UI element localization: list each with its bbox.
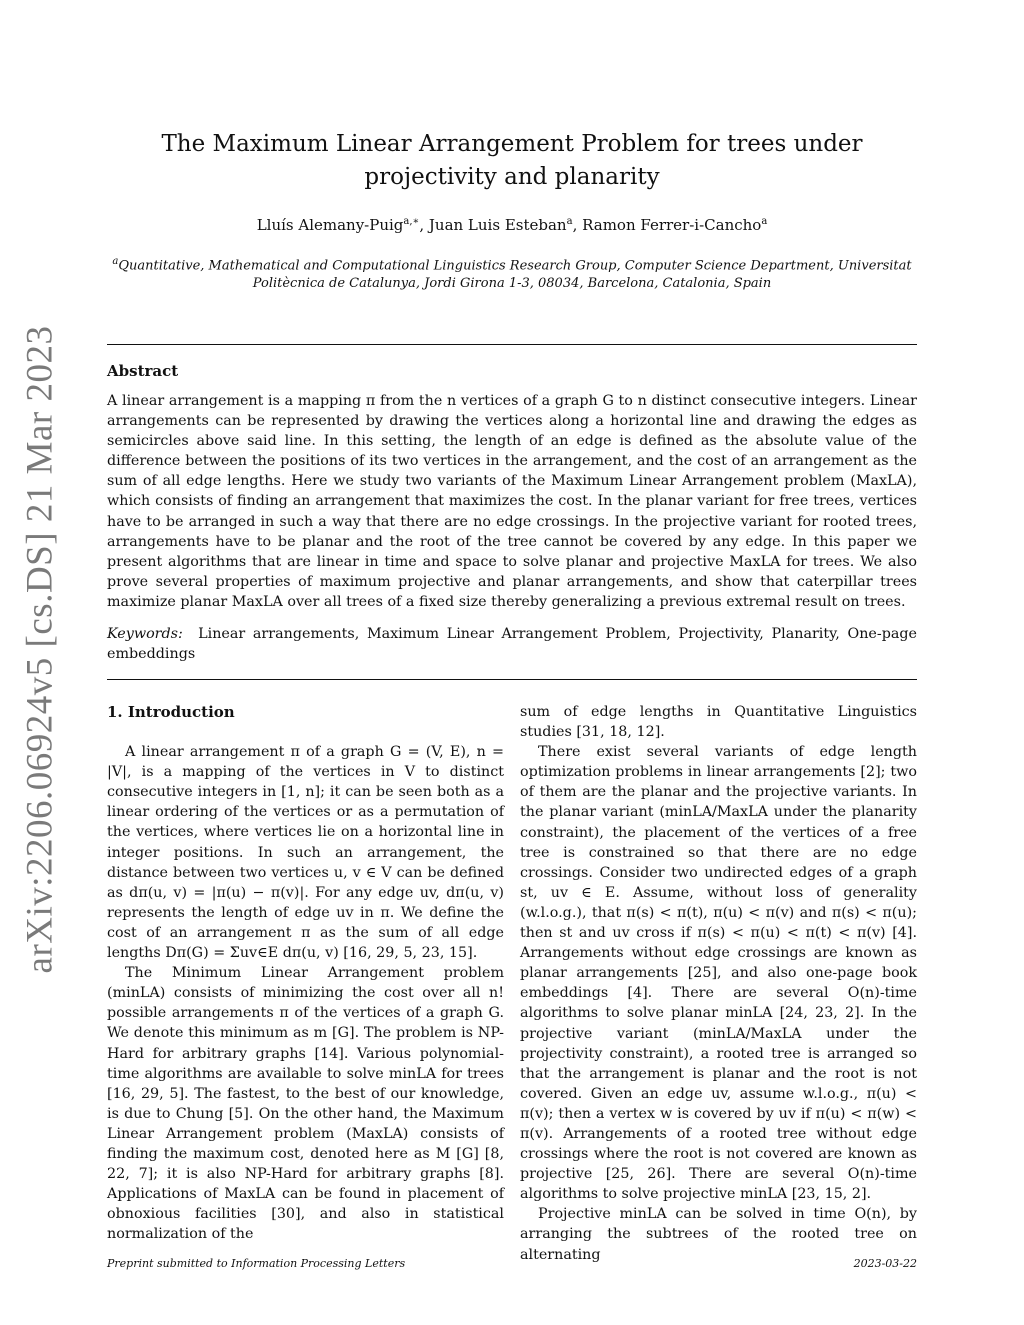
- abstract-heading: Abstract: [107, 362, 179, 380]
- right-paragraph-1: There exist several variants of edge length optimization problems in linear arrangements [2]; two of them are the planar and the projective variants. In the planar variant (minLA/MaxLA under the planarity constraint), the placement of the vertices of a free tree is constrained so that there are no edge crossings. Consider two undirected edges of a graph st, uv ∈ E. Assume, without loss of generality (w.l.o.g.), that π(s) < π(t), π(u) < π(v) and π(s) < π(u); then st and uv cross if π(s) < π(u) < π(t) < π(v) [4]. Arrangements without edge crossings are known as planar arrangements [25], and also one-page book embeddings [4]. There are several O(n)-time algorithms to solve planar minLA [24, 23, 2]. In the projective variant (minLA/MaxLA under the projectivity constraint), a rooted tree is arranged so that the arrangement is planar and the root is not covered. Given an edge uv, assume w.l.o.g., π(u) < π(v); then a vertex w is covered by uv if π(u) < π(w) < π(v). Arrangements of a rooted tree without edge crossings where the root is not covered are known as projective [25, 26]. There are several O(n)-time algorithms to solve projective minLA [23, 15, 2].: [520, 744, 917, 1203]
- author-1: Lluís Alemany-Puig: [256, 216, 404, 234]
- affiliation-text: Quantitative, Mathematical and Computational Linguistics Research Group, Computer Science Department, Universitat Politècnica de Catalunya, Jordi Girona 1-3, 08034, Barcelona, Catalonia, Spain: [118, 258, 912, 292]
- abstract-bottom-rule: [107, 679, 917, 680]
- arxiv-id: arXiv:2206.06924v5 [cs.DS] 21 Mar 2023: [19, 325, 61, 974]
- author-3: Ramon Ferrer-i-Cancho: [582, 216, 762, 234]
- intro-paragraph-1: A linear arrangement π of a graph G = (V, E), n = |V|, is a mapping of the vertices in V to distinct consecutive integers in [1, n]; it can be seen both as a linear ordering of the vertices or as a permutation of the vertices, where vertices lie on a horizontal line in integer positions. In such an arrangement, the distance between two vertices u, v ∈ V can be defined as dπ(u, v) = |π(u) − π(v)|. For any edge uv, dπ(u, v) represents the length of edge uv in π. We define the cost of an arrangement π as the sum of all edge lengths Dπ(G) = Σuv∈E dπ(u, v) [16, 29, 5, 23, 15].: [107, 744, 504, 962]
- author-2-affil: a: [566, 216, 573, 227]
- abstract-body: A linear arrangement is a mapping π from the n vertices of a graph G to n distinct consecutive integers. Linear arrangements can be represented by drawing the vertices along a horizontal line and drawing the edges as semicircles above said line. In this setting, the length of an edge is defined as the absolute value of the difference between the positions of its two vertices in the arrangement, and the cost of an arrangement as the sum of all edge lengths. Here we study two variants of the Maximum Linear Arrangement problem (MaxLA), which consists of finding an arrangement that maximizes the cost. In the planar variant for free trees, vertices have to be arranged in such a way that there are no edge crossings. In the projective variant for rooted trees, arrangements have to be planar and the root of the tree cannot be covered by any edge. In this paper we present algorithms that are linear in time and space to solve planar and projective MaxLA for trees. We also prove several properties of maximum projective and planar arrangements, and show that caterpillar trees maximize planar MaxLA over all trees of a fixed size thereby generalizing a previous extremal result on trees.: [107, 393, 917, 610]
- author-2: Juan Luis Esteban: [428, 216, 567, 234]
- keywords: [107, 624, 917, 664]
- footer-preprint-note: Preprint submitted to Information Processing Letters: [107, 1257, 406, 1270]
- keywords-label: Keywords:: [107, 626, 183, 642]
- right-paragraph-2: Projective minLA can be solved in time O(n), by arranging the subtrees of the rooted tree on alternating: [520, 1206, 917, 1263]
- footer-date: 2023-03-22: [853, 1257, 917, 1270]
- paper-title: The Maximum Linear Arrangement Problem for trees under projectivity and planarity: [161, 131, 863, 190]
- right-column: [520, 702, 917, 1265]
- affiliation-marker: a: [112, 256, 119, 267]
- intro-paragraph-2: The Minimum Linear Arrangement problem (minLA) consists of minimizing the cost over all n! possible arrangements π of the vertices of a graph G. We denote this minimum as m [G]. The problem is NP-Hard for arbitrary graphs [14]. Various polynomial-time algorithms are available to solve minLA for trees [16, 29, 5]. The fastest, to the best of our knowledge, is due to Chung [5]. On the other hand, the Maximum Linear Arrangement problem (MaxLA) consists of finding the maximum cost, denoted here as M [G] [8, 22, 7]; it is also NP-Hard for arbitrary graphs [8]. Applications of MaxLA can be found in placement of obnoxious facilities [30], and also in statistical normalization of the: [107, 965, 504, 1243]
- right-paragraph-continued: sum of edge lengths in Quantitative Linguistics studies [31, 18, 12].: [520, 704, 917, 741]
- author-list: Lluís Alemany-Puig$^{a,∗}$, Juan Luis Esteban$^a$, Ramon Ferrer-i-Cancho$^a$: [256, 216, 768, 234]
- keywords-text: Linear arrangements, Maximum Linear Arrangement Problem, Projectivity, Planarity, One-page embeddings: [107, 626, 918, 663]
- arxiv-watermark: [18, 325, 62, 974]
- section-heading: 1. Introduction: [107, 703, 235, 721]
- author-3-affil: a: [761, 216, 768, 227]
- affiliation: [107, 253, 917, 293]
- left-column: [107, 702, 504, 1244]
- author-1-affil: a,∗: [403, 216, 420, 227]
- abstract-top-rule: [107, 344, 917, 345]
